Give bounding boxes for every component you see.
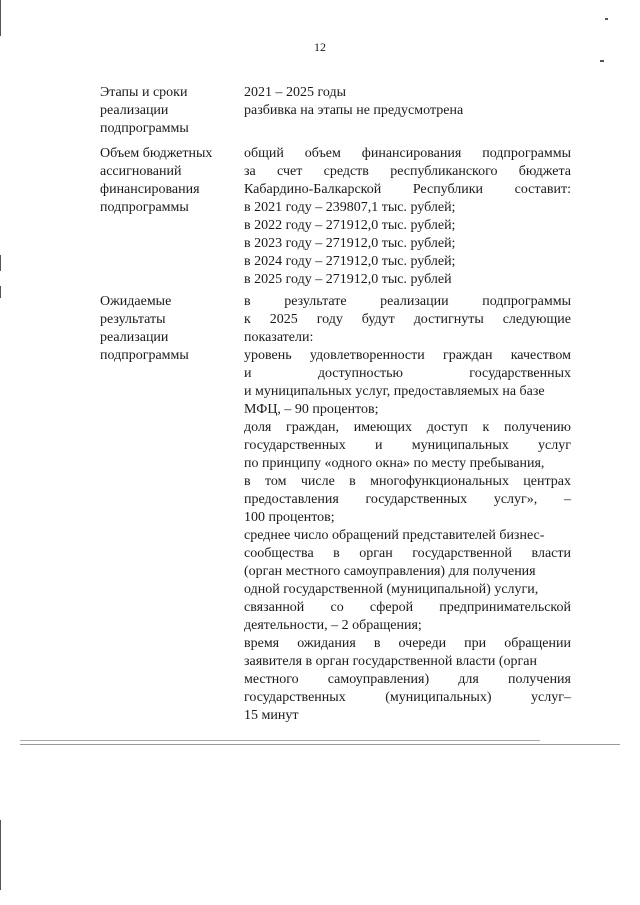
value-line: время ожидания в очереди при обращении [244, 636, 571, 651]
value-line: (орган местного самоуправления) для получения [244, 564, 536, 579]
scan-edge-mark [0, 286, 1, 298]
label-line: подпрограммы [100, 348, 189, 363]
value-line: в результате реализации подпрограммы [244, 294, 571, 309]
scan-rule [20, 744, 620, 745]
value-line: местного самоуправления) для получения [244, 672, 571, 687]
value-line: государственных и муниципальных услуг [244, 438, 571, 453]
value-line: и доступностью государственных [244, 366, 571, 381]
section-value [244, 84, 571, 120]
label-line: финансирования [100, 182, 200, 197]
value-line: одной государственной (муниципальной) услуги, [244, 582, 539, 597]
section-budget [100, 145, 575, 285]
value-line: деятельности, – 2 обращения; [244, 618, 422, 633]
section-label [100, 84, 235, 138]
value-line: показатели: [244, 330, 314, 345]
label-line: Ожидаемые [100, 294, 172, 309]
scan-edge-mark [0, 0, 1, 36]
label-line: реализации [100, 103, 169, 118]
value-line: 2021 – 2025 годы [244, 85, 347, 100]
value-line: предоставления государственных услуг», – [244, 492, 571, 507]
section-label [100, 293, 235, 365]
value-line: в 2021 году – 239807,1 тыс. рублей; [244, 200, 456, 215]
label-line: Этапы и сроки [100, 85, 188, 100]
value-line: связанной со сферой предпринимательской [244, 600, 571, 615]
value-line: государственных (муниципальных) услуг– [244, 690, 571, 705]
label-line: ассигнований [100, 164, 182, 179]
value-line: в 2025 году – 271912,0 тыс. рублей [244, 272, 452, 287]
label-line: Объем бюджетных [100, 146, 213, 161]
scan-edge-mark [0, 255, 1, 271]
value-line: 15 минут [244, 708, 299, 723]
scan-speck [605, 18, 608, 20]
label-line: реализации [100, 330, 169, 345]
label-line: подпрограммы [100, 200, 189, 215]
value-line: заявителя в орган государственной власти (орган [244, 654, 537, 669]
value-line: сообщества в орган государственной власти [244, 546, 571, 561]
label-line: подпрограммы [100, 121, 189, 136]
value-line: по принципу «одного окна» по месту пребывания, [244, 456, 545, 471]
label-line: результаты [100, 312, 166, 327]
value-line: доля граждан, имеющих доступ к получению [244, 420, 571, 435]
value-line: в том числе в многофункциональных центрах [244, 474, 571, 489]
scan-rule [20, 740, 540, 741]
page-number: 12 [314, 40, 326, 54]
value-line: общий объем финансирования подпрограммы [244, 146, 571, 161]
value-line: среднее число обращений представителей бизнес- [244, 528, 545, 543]
value-line: уровень удовлетворенности граждан качеством [244, 348, 571, 363]
section-stages-and-terms [100, 84, 575, 144]
value-line: в 2022 году – 271912,0 тыс. рублей; [244, 218, 456, 233]
value-line: разбивка на этапы не предусмотрена [244, 103, 464, 118]
value-line: 100 процентов; [244, 510, 335, 525]
section-label [100, 145, 235, 217]
section-value [244, 145, 571, 289]
value-line: за счет средств республиканского бюджета [244, 164, 571, 179]
value-line: Кабардино-Балкарской Республики составит: [244, 182, 571, 197]
section-expected-results [100, 293, 575, 733]
scan-speck [600, 60, 604, 62]
value-line: МФЦ, – 90 процентов; [244, 402, 379, 417]
value-line: и муниципальных услуг, предоставляемых на базе [244, 384, 545, 399]
value-line: в 2024 году – 271912,0 тыс. рублей; [244, 254, 456, 269]
scan-edge-mark [0, 820, 1, 890]
section-value [244, 293, 571, 725]
value-line: к 2025 году будут достигнуты следующие [244, 312, 571, 327]
value-line: в 2023 году – 271912,0 тыс. рублей; [244, 236, 456, 251]
